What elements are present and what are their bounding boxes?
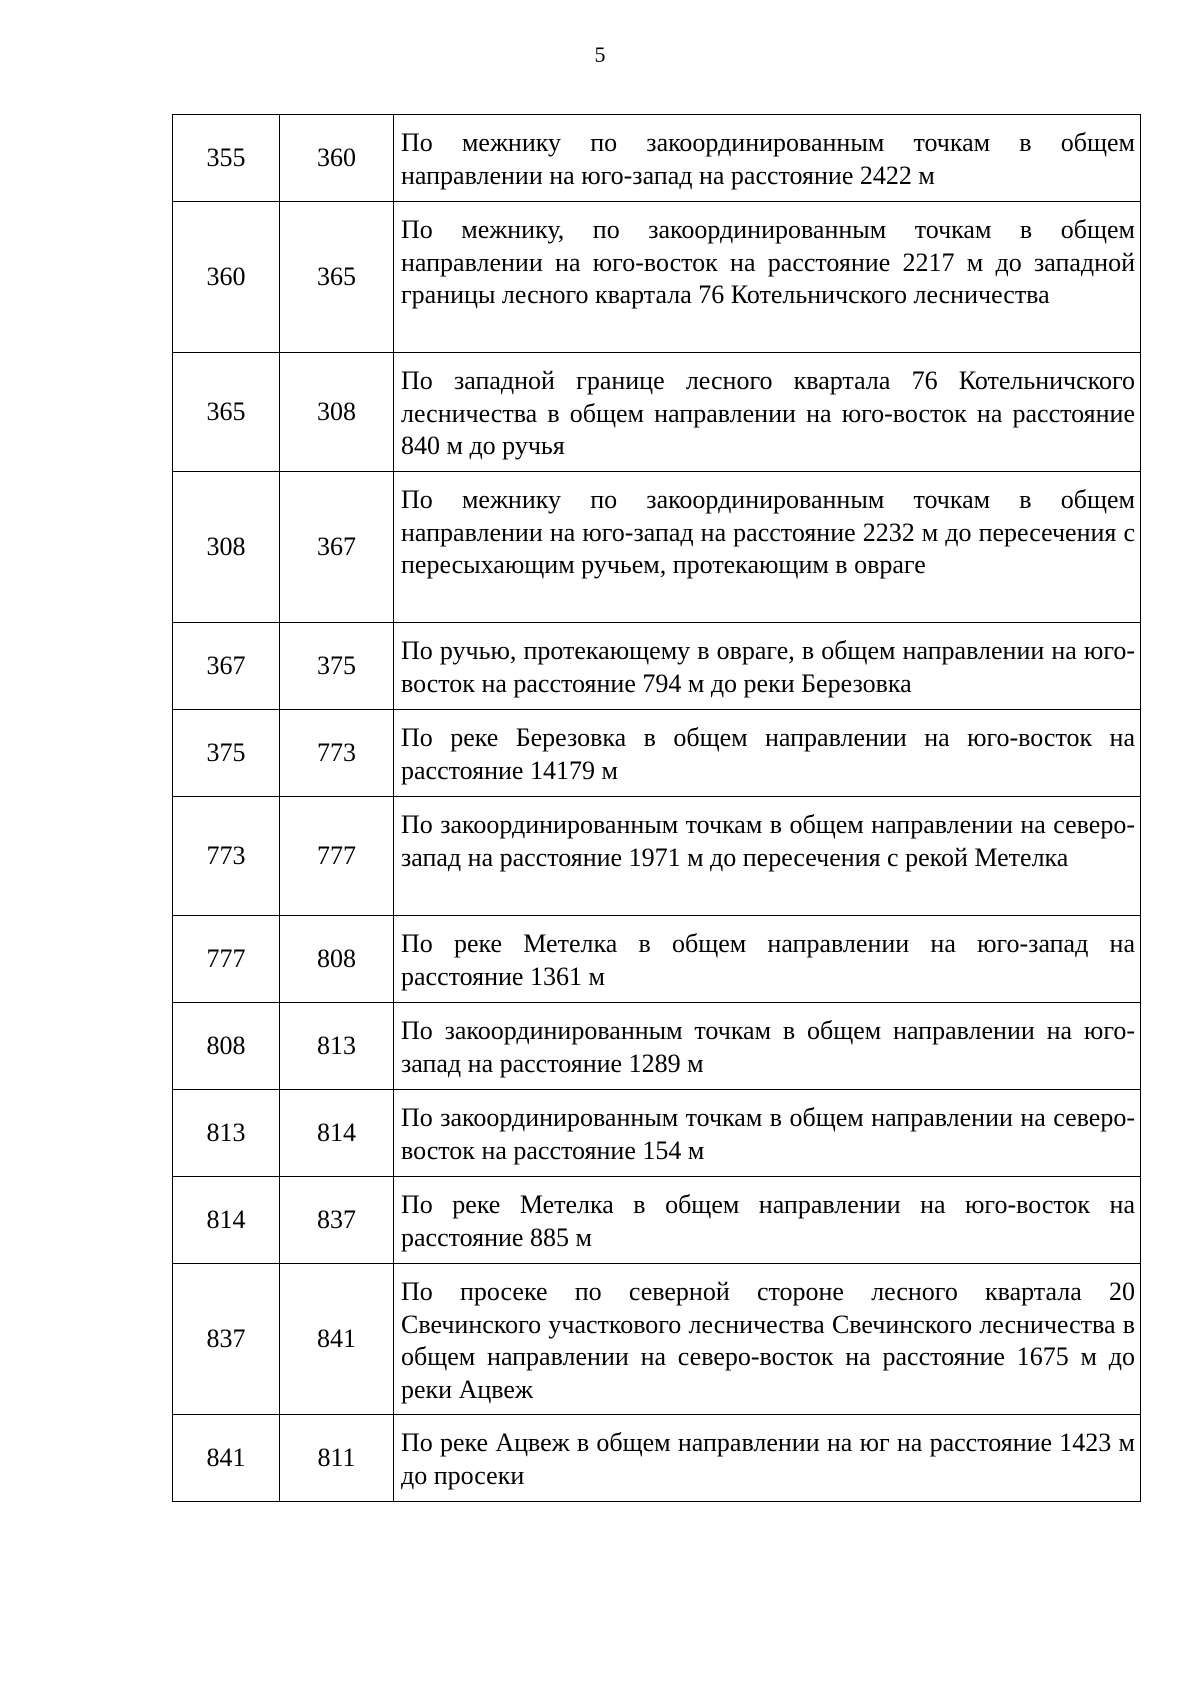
from-point-cell: 375 [173,710,280,797]
table-row [173,1415,1141,1502]
from-point-cell: 355 [173,115,280,202]
from-point-cell: 837 [173,1264,280,1415]
from-point-cell: 308 [173,472,280,623]
description-cell: По закоординированным точкам в общем направлении на северо-запад на расстояние 1971 м до пересечения с рекой Метелка [394,797,1141,916]
description-cell: По межнику по закоординированным точкам в общем направлении на юго-запад на расстояние 2232 м до пересечения с пересыхающим ручьем, протекающим в овраге [394,472,1141,623]
description-cell: По реке Ацвеж в общем направлении на юг на расстояние 1423 м до просеки [394,1415,1141,1502]
from-point-cell: 813 [173,1090,280,1177]
from-point-cell: 814 [173,1177,280,1264]
to-point-cell: 837 [280,1177,394,1264]
to-point-cell: 777 [280,797,394,916]
to-point-cell: 308 [280,353,394,472]
table-row [173,623,1141,710]
from-point-cell: 367 [173,623,280,710]
table-row [173,353,1141,472]
from-point-cell: 808 [173,1003,280,1090]
boundary-description-table [172,114,1141,1502]
to-point-cell: 811 [280,1415,394,1502]
from-point-cell: 360 [173,202,280,353]
table-row [173,1177,1141,1264]
table-row [173,115,1141,202]
page-number: 5 [594,42,606,67]
description-cell: По реке Метелка в общем направлении на юго-запад на расстояние 1361 м [394,916,1141,1003]
from-point-cell: 841 [173,1415,280,1502]
from-point-cell: 773 [173,797,280,916]
description-cell: По закоординированным точкам в общем направлении на юго-запад на расстояние 1289 м [394,1003,1141,1090]
description-cell: По реке Метелка в общем направлении на юго-восток на расстояние 885 м [394,1177,1141,1264]
description-cell: По западной границе лесного квартала 76 Котельничского лесничества в общем направлении на юго-восток на расстояние 840 м до ручья [394,353,1141,472]
to-point-cell: 808 [280,916,394,1003]
to-point-cell: 365 [280,202,394,353]
table-row [173,710,1141,797]
description-cell: По межнику по закоординированным точкам в общем направлении на юго-запад на расстояние 2422 м [394,115,1141,202]
to-point-cell: 814 [280,1090,394,1177]
table-row [173,1264,1141,1415]
to-point-cell: 773 [280,710,394,797]
table-row [173,797,1141,916]
description-cell: По межнику, по закоординированным точкам в общем направлении на юго-восток на расстояние 2217 м до западной границы лесного квартала 76 Котельничского лесничества [394,202,1141,353]
to-point-cell: 375 [280,623,394,710]
table-row [173,202,1141,353]
from-point-cell: 365 [173,353,280,472]
table-row [173,1003,1141,1090]
description-cell: По ручью, протекающему в овраге, в общем направлении на юго-восток на расстояние 794 м до реки Березовка [394,623,1141,710]
description-cell: По реке Березовка в общем направлении на юго-восток на расстояние 14179 м [394,710,1141,797]
to-point-cell: 367 [280,472,394,623]
table-row [173,472,1141,623]
to-point-cell: 360 [280,115,394,202]
from-point-cell: 777 [173,916,280,1003]
to-point-cell: 813 [280,1003,394,1090]
description-cell: По закоординированным точкам в общем направлении на северо-восток на расстояние 154 м [394,1090,1141,1177]
description-cell: По просеке по северной стороне лесного квартала 20 Свечинского участкового лесничества Свечинского лесничества в общем направлении на северо-восток на расстояние 1675 м до реки Ацвеж [394,1264,1141,1415]
to-point-cell: 841 [280,1264,394,1415]
table-row [173,1090,1141,1177]
table-row [173,916,1141,1003]
